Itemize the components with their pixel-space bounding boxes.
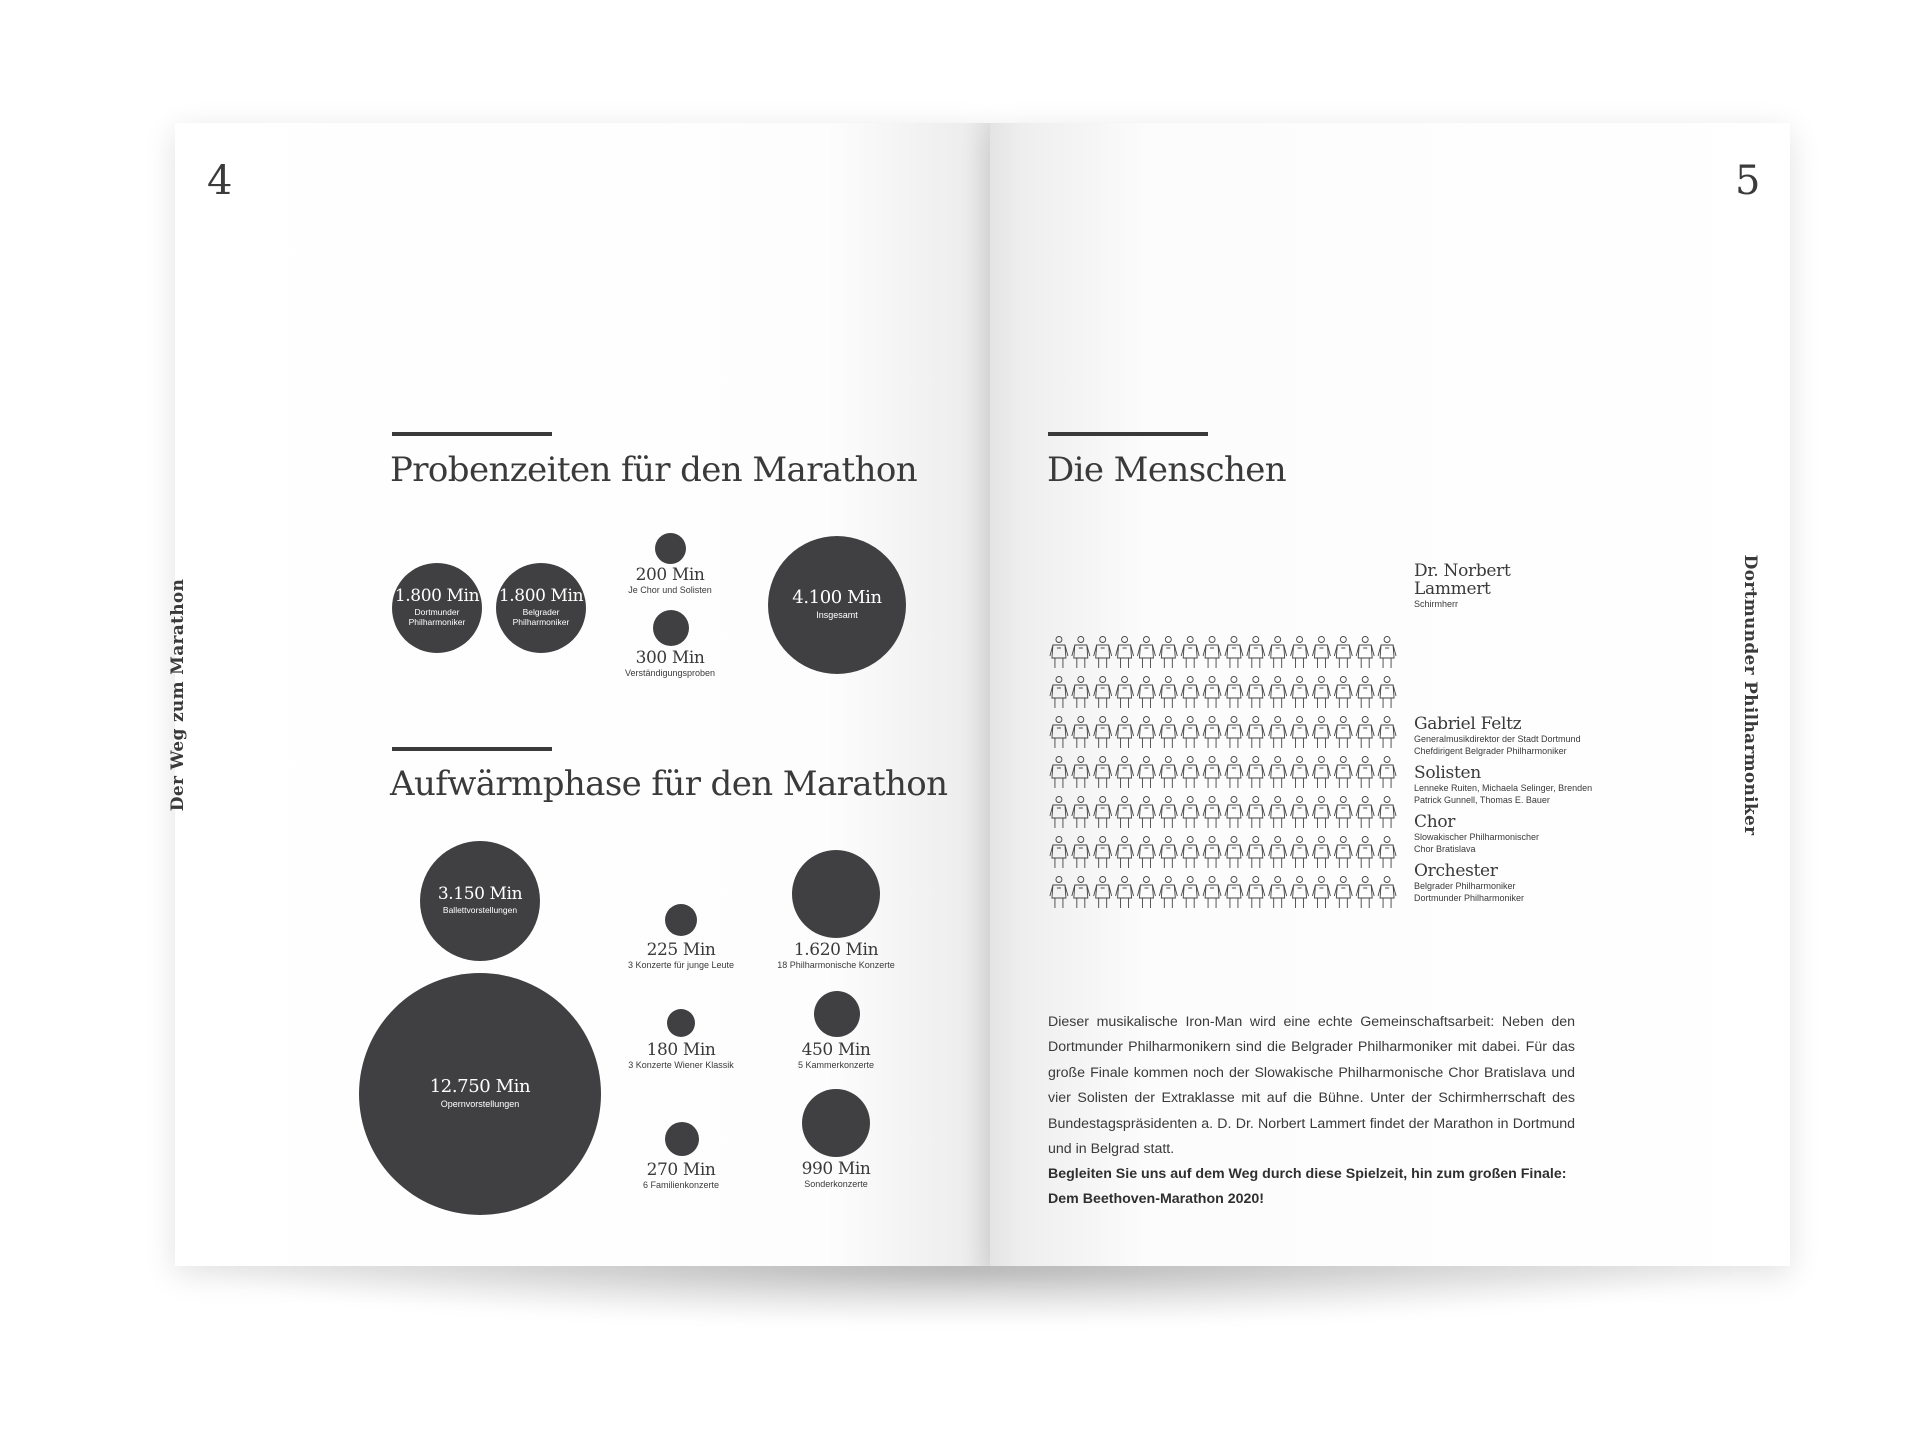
musician-icon: [1247, 637, 1265, 669]
musician-icon: [1203, 757, 1221, 789]
musician-icon: [1203, 677, 1221, 709]
caption-chor-solisten: [585, 566, 755, 595]
label: 5 Kammerkonzerte: [797, 1059, 875, 1070]
menschen-heading: Die Menschen: [1047, 450, 1287, 490]
body-call-to-action: Begleiten Sie uns auf dem Weg durch diese Spielzeit, hin zum großen Finale: Dem Beethoven-Marathon 2020!: [1048, 1166, 1567, 1208]
legend-solisten: [1414, 765, 1614, 806]
value: 225 Min: [646, 940, 716, 960]
musician-icon: [1094, 757, 1112, 789]
musician-icon: [1378, 757, 1396, 789]
label: Verständigungsproben: [624, 667, 716, 678]
musician-icon: [1159, 797, 1177, 829]
musician-icon: [1247, 797, 1265, 829]
circle-insgesamt: [768, 536, 906, 674]
caption-junge-leute: [596, 941, 766, 970]
label: 18 Philharmonische Konzerte: [777, 959, 895, 970]
musician-icon: [1291, 877, 1309, 909]
musician-icon: [1312, 797, 1330, 829]
musician-icon: [1312, 877, 1330, 909]
musician-icon: [1072, 757, 1090, 789]
musician-icon: [1225, 877, 1243, 909]
musician-icon: [1181, 877, 1199, 909]
musician-icon: [1356, 837, 1374, 869]
label: Opernvorstellungen: [440, 1099, 520, 1110]
musician-icon: [1356, 677, 1374, 709]
musician-icon: [1356, 757, 1374, 789]
musician-icon: [1312, 717, 1330, 749]
musician-icon: [1137, 837, 1155, 869]
legend-desc: Generalmusikdirektor der Stadt Dortmund Chefdirigent Belgrader Philharmoniker: [1414, 733, 1581, 756]
musician-icon: [1050, 637, 1068, 669]
musician-icon: [1378, 677, 1396, 709]
label: Insgesamt: [816, 610, 858, 621]
side-title-right: Dortmunder Philharmoniker: [1740, 554, 1760, 836]
musician-icon: [1072, 837, 1090, 869]
musician-icon: [1334, 757, 1352, 789]
musician-icon: [1378, 637, 1396, 669]
dot-kammerkonzerte: [814, 991, 860, 1037]
musician-icon: [1291, 677, 1309, 709]
musician-icon: [1334, 837, 1352, 869]
musician-icon: [1072, 877, 1090, 909]
musician-icon: [1334, 637, 1352, 669]
musician-icon: [1225, 637, 1243, 669]
musician-icon: [1137, 877, 1155, 909]
musician-icon: [1356, 637, 1374, 669]
legend-name: Chor: [1414, 812, 1456, 832]
musician-icon: [1291, 797, 1309, 829]
musician-icon: [1072, 677, 1090, 709]
musician-icon: [1312, 837, 1330, 869]
musician-icon: [1247, 677, 1265, 709]
musician-icon: [1247, 837, 1265, 869]
caption-wiener-klassik: [596, 1041, 766, 1070]
musician-icon: [1356, 797, 1374, 829]
legend-orchester: [1414, 863, 1544, 904]
musician-icon: [1269, 677, 1287, 709]
musician-icon: [1159, 837, 1177, 869]
musician-icon: [1159, 637, 1177, 669]
musician-icon: [1094, 677, 1112, 709]
musician-icon: [1291, 837, 1309, 869]
section1-heading: Probenzeiten für den Marathon: [390, 450, 918, 490]
musician-icon: [1094, 837, 1112, 869]
legend-chor: [1414, 814, 1554, 855]
menschen-rule: [1048, 432, 1208, 436]
musician-icon: [1116, 877, 1134, 909]
musician-icon: [1159, 757, 1177, 789]
value: 180 Min: [646, 1040, 716, 1060]
musician-icon: [1137, 717, 1155, 749]
circle-dortmunder: [392, 563, 482, 653]
musician-icon: [1269, 837, 1287, 869]
musician-icon: [1137, 757, 1155, 789]
label: Ballettvorstellungen: [442, 905, 518, 916]
musician-icon: [1094, 637, 1112, 669]
legend-feltz: [1414, 716, 1614, 757]
musician-icon: [1203, 717, 1221, 749]
musician-icon: [1159, 877, 1177, 909]
dot-sonderkonzerte: [802, 1089, 870, 1157]
dot-junge-leute: [665, 904, 697, 936]
musician-icon: [1334, 877, 1352, 909]
musician-icon: [1247, 757, 1265, 789]
musician-icon: [1116, 717, 1134, 749]
musician-icon: [1312, 757, 1330, 789]
legend-lammert: [1414, 563, 1524, 610]
dot-philharmonische: [792, 850, 880, 938]
value: 270 Min: [646, 1160, 716, 1180]
body-paragraph: Dieser musikalische Iron-Man wird eine echte Gemeinschaftsarbeit: Neben den Dortmunder Philharmonikern sind die Belgrader Philharmoniker mit dabei. Für das große Finale kommen noch der Slowakische Philharmonische Chor Bratislava und vier Solisten der Extraklasse mit auf die Bühne. Unter der Schirmherrschaft des Bundestagspräsidenten a. D. Dr. Norbert Lammert findet der Marathon in Dortmund und in Belgrad statt.: [1048, 1014, 1575, 1158]
musician-icon: [1225, 717, 1243, 749]
musician-icon: [1378, 837, 1396, 869]
musician-icon: [1225, 757, 1243, 789]
musician-icon: [1050, 757, 1068, 789]
musician-icon: [1050, 877, 1068, 909]
caption-sonderkonzerte: [751, 1160, 921, 1189]
value: 12.750 Min: [429, 1076, 531, 1098]
value: 1.800 Min: [394, 586, 480, 607]
musician-icon: [1225, 797, 1243, 829]
musician-icon: [1291, 637, 1309, 669]
musician-icon: [1269, 877, 1287, 909]
value: 450 Min: [801, 1040, 871, 1060]
label: 6 Familienkonzerte: [642, 1179, 720, 1190]
section1-rule: [392, 432, 552, 436]
page-number-left: 4: [207, 158, 233, 204]
musician-icon: [1203, 637, 1221, 669]
value: 1.620 Min: [793, 940, 879, 960]
circle-oper: [359, 973, 601, 1215]
musician-icon: [1072, 637, 1090, 669]
section2-rule: [392, 747, 552, 751]
musician-icon: [1116, 837, 1134, 869]
musician-icon: [1116, 637, 1134, 669]
label: 3 Konzerte für junge Leute: [627, 959, 735, 970]
musician-icon: [1116, 797, 1134, 829]
dot-familienkonzerte: [665, 1122, 699, 1156]
musician-icon: [1094, 717, 1112, 749]
musician-icon: [1247, 717, 1265, 749]
value: 3.150 Min: [437, 884, 523, 905]
caption-kammerkonzerte: [751, 1041, 921, 1070]
musician-icon: [1269, 757, 1287, 789]
legend-name: Solisten: [1414, 763, 1481, 783]
label: Belgrader Philharmoniker: [512, 607, 570, 627]
label: Je Chor und Solisten: [628, 584, 712, 595]
musician-icon: [1094, 797, 1112, 829]
dot-wiener-klassik: [667, 1009, 695, 1037]
musician-icon: [1181, 837, 1199, 869]
musician-icon: [1137, 677, 1155, 709]
people-grid: [1048, 632, 1398, 912]
musician-icon: [1137, 797, 1155, 829]
musician-icon: [1181, 637, 1199, 669]
label: Sonderkonzerte: [804, 1178, 868, 1189]
musician-icon: [1137, 637, 1155, 669]
value: 200 Min: [635, 565, 705, 585]
caption-philharmonische: [751, 941, 921, 970]
legend-desc: Lenneke Ruiten, Michaela Selinger, Brenden Patrick Gunnell, Thomas E. Bauer: [1414, 782, 1593, 805]
value: 990 Min: [801, 1159, 871, 1179]
musician-icon: [1050, 677, 1068, 709]
musician-icon: [1291, 717, 1309, 749]
musician-icon: [1159, 677, 1177, 709]
musician-icon: [1269, 637, 1287, 669]
musician-icon: [1072, 797, 1090, 829]
musician-icon: [1334, 797, 1352, 829]
musician-icon: [1203, 837, 1221, 869]
caption-verstaendigung: [585, 649, 755, 678]
musician-icon: [1181, 677, 1199, 709]
musician-icon: [1050, 797, 1068, 829]
musician-icon: [1050, 837, 1068, 869]
musician-icon: [1269, 797, 1287, 829]
musician-icon: [1225, 677, 1243, 709]
circle-ballett: [420, 841, 540, 961]
side-title-left: Der Weg zum Marathon: [168, 578, 188, 812]
musician-icon: [1291, 757, 1309, 789]
musician-icon: [1247, 877, 1265, 909]
dot-verstaendigung: [653, 610, 689, 646]
value: 300 Min: [635, 648, 705, 668]
musician-icon: [1312, 637, 1330, 669]
legend-name: Dr. Norbert Lammert: [1414, 561, 1511, 599]
musician-icon: [1094, 877, 1112, 909]
musician-icon: [1181, 717, 1199, 749]
value: 4.100 Min: [792, 587, 882, 609]
musician-icon: [1312, 677, 1330, 709]
musician-icon: [1334, 717, 1352, 749]
legend-desc: Belgrader Philharmoniker Dortmunder Philharmoniker: [1414, 880, 1525, 903]
musician-icon: [1116, 677, 1134, 709]
musician-icon: [1356, 717, 1374, 749]
circle-belgrader: [496, 563, 586, 653]
section2-heading: Aufwärmphase für den Marathon: [390, 764, 948, 804]
legend-desc: Schirmherr: [1414, 598, 1459, 609]
musician-icon: [1225, 837, 1243, 869]
legend-name: Orchester: [1414, 861, 1498, 881]
legend-desc: Slowakischer Philharmonischer Chor Bratislava: [1414, 831, 1540, 854]
musician-icon: [1334, 677, 1352, 709]
musician-icon: [1181, 757, 1199, 789]
musician-icon: [1116, 757, 1134, 789]
musician-icon: [1181, 797, 1199, 829]
page-number-right: 5: [1735, 158, 1761, 204]
musician-icon: [1203, 877, 1221, 909]
musician-icon: [1356, 877, 1374, 909]
musician-icon: [1203, 797, 1221, 829]
dot-chor-solisten: [655, 533, 686, 564]
musician-icon: [1378, 877, 1396, 909]
musician-icon: [1269, 717, 1287, 749]
musician-icon: [1159, 717, 1177, 749]
label: Dortmunder Philharmoniker: [408, 607, 466, 627]
musician-icon: [1050, 717, 1068, 749]
caption-familienkonzerte: [596, 1161, 766, 1190]
musician-icon: [1378, 797, 1396, 829]
musician-icon: [1378, 717, 1396, 749]
legend-name: Gabriel Feltz: [1414, 714, 1522, 734]
label: 3 Konzerte Wiener Klassik: [628, 1059, 734, 1070]
value: 1.800 Min: [498, 586, 584, 607]
musician-icon: [1072, 717, 1090, 749]
